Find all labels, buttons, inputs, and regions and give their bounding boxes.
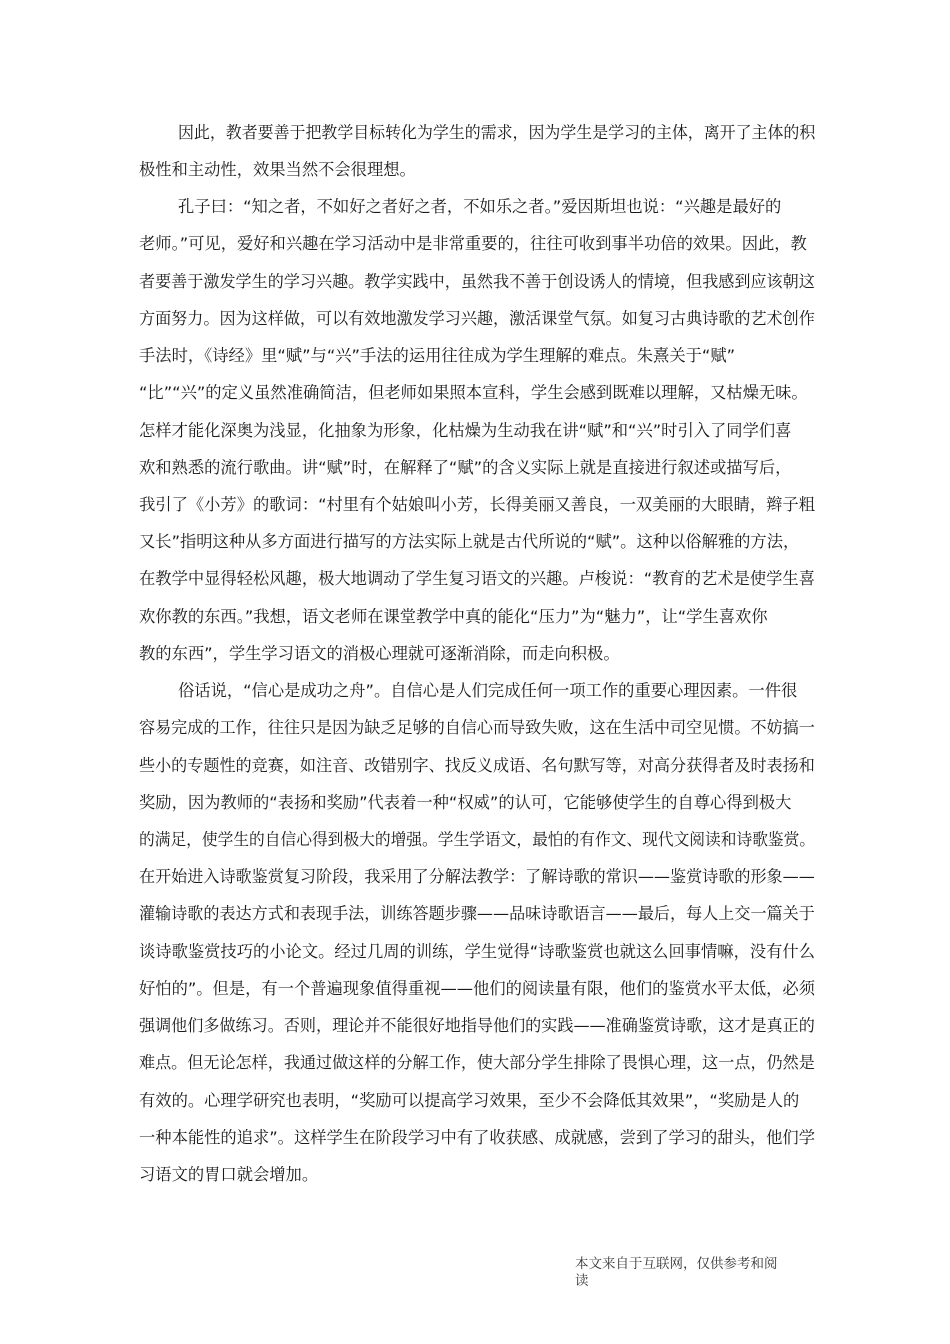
text-line: 方面努力。因为这样做，可以有效地激发学习兴趣，激活课堂气氛。如复习古典诗歌的艺术创作 <box>139 309 815 328</box>
text-line: 强调他们多做练习。否则，理论并不能很好地指导他们的实践——准确鉴赏诗歌，这才是真正的 <box>139 1016 815 1035</box>
text-line: 俗话说，“信心是成功之舟”。自信心是人们完成任何一项工作的重要心理因素。一件很 <box>178 681 798 700</box>
text-line: 教的东西”，学生学习语文的消极心理就可逐渐消除，而走向积极。 <box>139 644 620 663</box>
text-line: 灌输诗歌的表达方式和表现手法，训练答题步骤——品味诗歌语言——最后，每人上交一篇关于 <box>139 904 815 923</box>
text-line: 好怕的”。但是，有一个普遍现象值得重视——他们的阅读量有限，他们的鉴赏水平太低，必须 <box>139 979 815 998</box>
text-line: 者要善于激发学生的学习兴趣。教学实践中，虽然我不善于创设诱人的情境，但我感到应该朝这 <box>139 272 815 291</box>
text-line: 的满足，使学生的自信心得到极大的增强。学生学语文，最怕的有作文、现代文阅读和诗歌鉴赏。 <box>139 830 816 849</box>
text-line: 些小的专题性的竞赛，如注音、改错别字、找反义成语、名句默写等，对高分获得者及时表扬和 <box>139 756 815 775</box>
text-line: “比”“兴”的定义虽然准确简洁，但老师如果照本宣科，学生会感到既难以理解，又枯燥无味。 <box>139 383 808 402</box>
text-line: 孔子曰：“知之者，不如好之者好之者，不如乐之者。”爱因斯坦也说：“兴趣是最好的 <box>178 197 782 216</box>
footer-line: 本文来自于互联网，仅供参考和阅 <box>575 1256 778 1272</box>
text-line: 在教学中显得轻松风趣，极大地调动了学生复习语文的兴趣。卢梭说：“教育的艺术是使学生喜 <box>139 569 815 588</box>
text-line: 在开始进入诗歌鉴赏复习阶段，我采用了分解法教学：了解诗歌的常识——鉴赏诗歌的形象—— <box>139 867 815 886</box>
text-line: 怎样才能化深奥为浅显，化抽象为形象，化枯燥为生动我在讲“赋”和“兴”时引入了同学们喜 <box>139 421 792 440</box>
text-line: 难点。但无论怎样，我通过做这样的分解工作，使大部分学生排除了畏惧心理，这一点，仍然是 <box>139 1053 815 1072</box>
text-line: 习语文的胃口就会增加。 <box>139 1165 319 1184</box>
text-line: 奖励，因为教师的“表扬和奖励”代表着一种“权威”的认可，它能够使学生的自尊心得到极大 <box>139 793 792 812</box>
text-line: 一种本能性的追求”。这样学生在阶段学习中有了收获感、成就感，尝到了学习的甜头，他们学 <box>139 1128 815 1147</box>
text-line: 谈诗歌鉴赏技巧的小论文。经过几周的训练，学生觉得“诗歌鉴赏也就这么回事情嘛，没有什么 <box>139 942 815 961</box>
text-line: 欢和熟悉的流行歌曲。讲“赋”时，在解释了“赋”的含义实际上就是直接进行叙述或描写后， <box>139 458 792 477</box>
text-line: 有效的。心理学研究也表明，“奖励可以提高学习效果，至少不会降低其效果”，“奖励是人的 <box>139 1091 800 1110</box>
text-line: 欢你教的东西。”我想，语文老师在课堂教学中真的能化“压力”为“魅力”，让“学生喜欢你 <box>139 607 768 626</box>
text-line: 手法时，《诗经》里“赋”与“兴”手法的运用往往成为学生理解的难点。朱熹关于“赋” <box>139 346 736 365</box>
text-line: 容易完成的工作，往往只是因为缺乏足够的自信心而导致失败，这在生活中司空见惯。不妨搞一 <box>139 718 815 737</box>
text-line: 极性和主动性，效果当然不会很理想。 <box>139 160 416 179</box>
text-line: 老师。”可见，爱好和兴趣在学习活动中是非常重要的，往往可收到事半功倍的效果。因此，教 <box>139 234 807 253</box>
text-line: 因此，教者要善于把教学目标转化为学生的需求，因为学生是学习的主体，离开了主体的积 <box>178 123 816 142</box>
footer-line: 读 <box>575 1273 589 1289</box>
text-line: 我引了《小芳》的歌词：“村里有个姑娘叫小芳，长得美丽又善良，一双美丽的大眼睛，辫子粗 <box>139 495 815 514</box>
text-line: 又长”指明这种从多方面进行描写的方法实际上就是古代所说的“赋”。这种以俗解雅的方法， <box>139 532 800 551</box>
